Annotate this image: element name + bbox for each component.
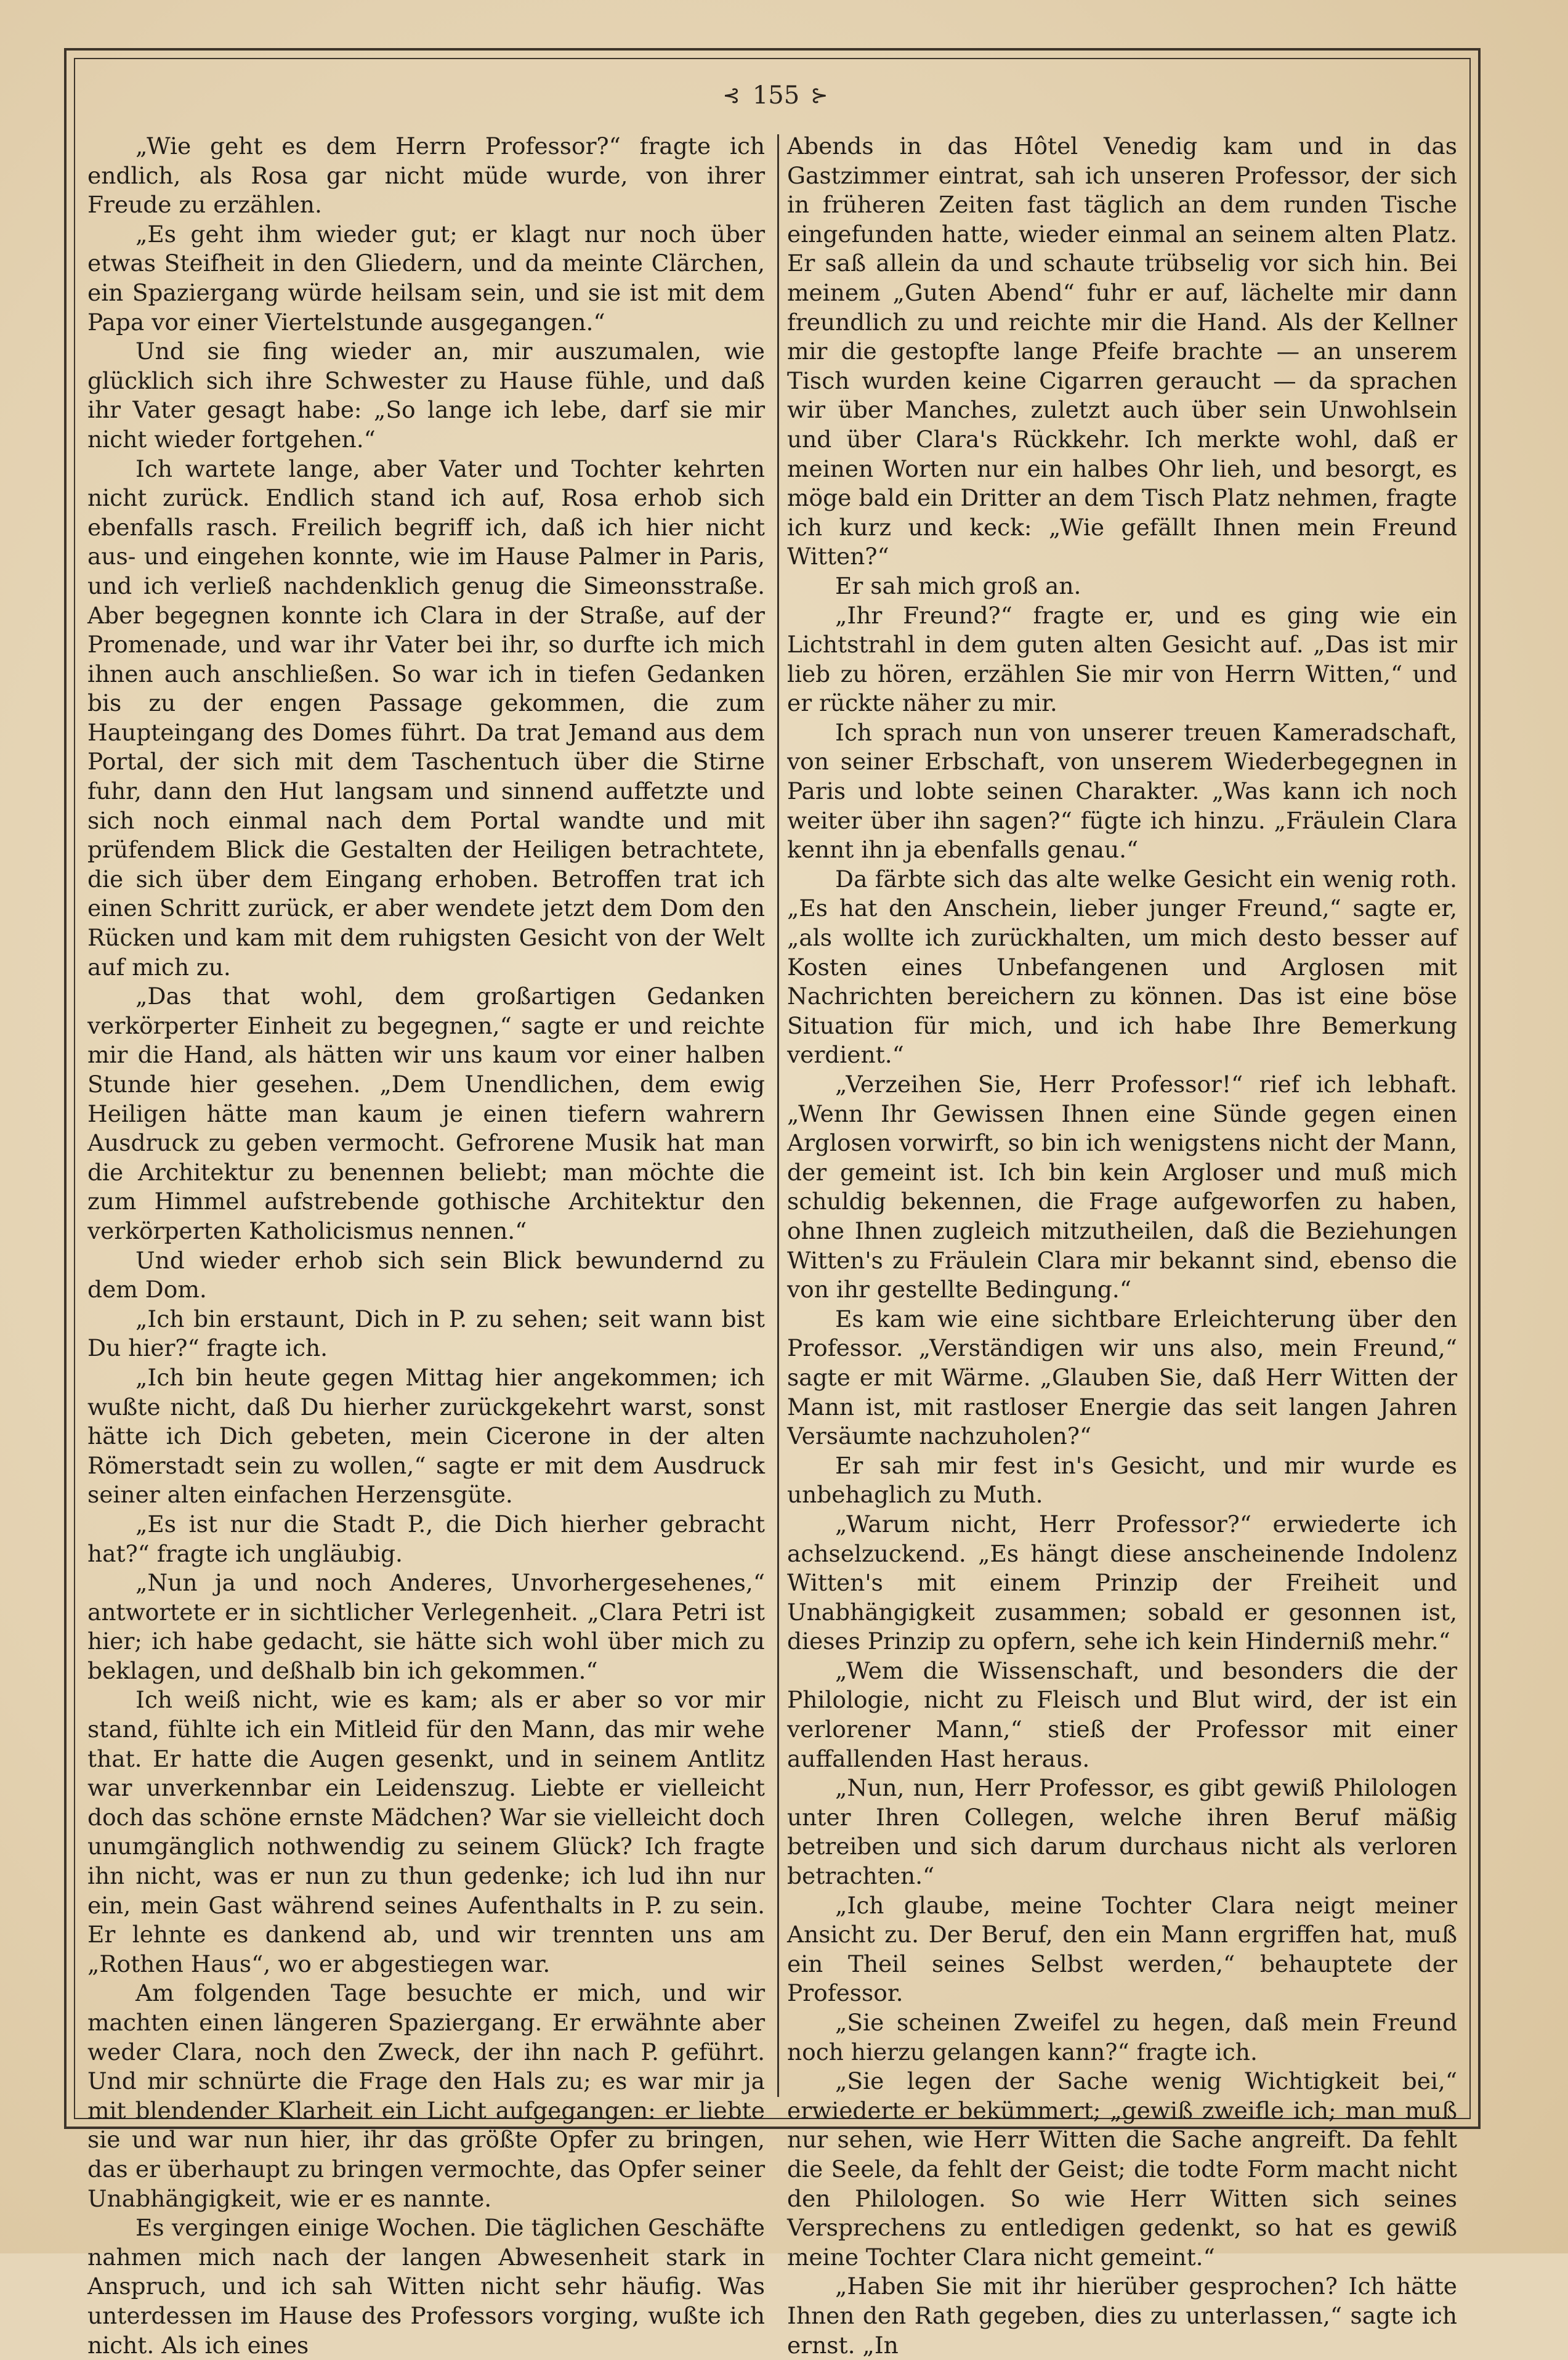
paragraph: „Das that wohl, dem großartigen Gedanken verkörperter Einheit zu begegnen,“ sagte er und reichte mir die Hand, als hätten wir uns kaum vor einer halben Stunde hier gesehen. „Dem Unendlichen, dem ewig Heiligen hätte man kaum je einen tiefern wahrern Ausdruck zu geben vermocht. Gefrorene Musik hat man die Architektur zu benennen beliebt; man möchte die zum Himmel aufstrebende gothische Architektur den verkörperten Katholicismus nennen.“ <box>87 983 765 1244</box>
paragraph: „Ich bin heute gegen Mittag hier angekommen; ich wußte nicht, daß Du hierher zurückgekehrt warst, sonst hätte ich Dich gebeten, mein Cicerone in der alten Römerstadt sein zu wollen,“ sagte er mit dem Ausdruck seiner alten einfachen Herzensgüte. <box>87 1363 765 1509</box>
paragraph: „Ich bin erstaunt, Dich in P. zu sehen; seit wann bist Du hier?“ fragte ich. <box>87 1305 765 1362</box>
paragraph: „Haben Sie mit ihr hierüber gesprochen? Ich hätte Ihnen den Rath gegeben, dies zu unterlassen,“ sagte ich ernst. „In <box>787 2273 1457 2359</box>
right-column <box>787 132 1457 2359</box>
paragraph: „Es ist nur die Stadt P., die Dich hierher gebracht hat?“ fragte ich ungläubig. <box>87 1510 765 1567</box>
page-number: 155 <box>752 81 800 110</box>
paragraph: Da färbte sich das alte welke Gesicht ein wenig roth. „Es hat den Anschein, lieber junger Freund,“ sagte er, „als wollte ich zurückhalten, um mich desto besser auf Kosten eines Unbefangenen und Arglosen mit Nachrichten bereichern zu können. Das ist eine böse Situation für mich, und ich habe Ihre Bemerkung verdient.“ <box>787 865 1457 1069</box>
paragraph: Er sah mich groß an. <box>835 572 1081 599</box>
paragraph: Es kam wie eine sichtbare Erleichterung über den Professor. „Verständigen wir uns also, mein Freund,“ sagte er mit Wärme. „Glauben Sie, daß Herr Witten der Mann ist, mit rastloser Energie das seit langen Jahren Versäumte nachzuholen?“ <box>787 1305 1457 1450</box>
paragraph: Er sah mir fest in's Gesicht, und mir wurde es unbehaglich zu Muth. <box>787 1451 1457 1509</box>
ornament-left-icon: ⊰ <box>722 83 742 108</box>
paragraph: Ich wartete lange, aber Vater und Tochter kehrten nicht zurück. Endlich stand ich auf, Rosa erhob sich ebenfalls rasch. Freilich begriff ich, daß ich hier nicht aus- und eingehen konnte, wie im Hause Palmer in Paris, und ich verließ nachdenklich genug die Simeonsstraße. Aber begegnen konnte ich Clara in der Straße, auf der Promenade, und war ihr Vater bei ihr, so durfte ich mich ihnen auch anschließen. So war ich in tiefen Gedanken bis zu der engen Passage gekommen, die zum Haupteingang des Domes führt. Da trat Jemand aus dem Portal, der sich mit dem Taschentuch über die Stirne fuhr, dann den Hut langsam und sinnend auffetzte und sich noch einmal nach dem Portal wandte und mit prüfendem Blick die Gestalten der Heiligen betrachtete, die sich über dem Eingang erhoben. Betroffen trat ich einen Schritt zurück, er aber wendete jetzt dem Dom den Rücken und kam mit dem ruhigsten Gesicht von der Welt auf mich zu. <box>87 455 765 981</box>
left-column <box>87 132 765 2359</box>
paragraph: Und wieder erhob sich sein Blick bewundernd zu dem Dom. <box>87 1246 765 1304</box>
paragraph: Am folgenden Tage besuchte er mich, und wir machten einen längeren Spaziergang. Er erwähnte aber weder Clara, noch den Zweck, der ihn nach P. geführt. Und mir schnürte die Frage den Hals zu; es war mir ja mit blendender Klarheit ein Licht aufgegangen: er liebte sie und war nun hier, ihr das größte Opfer zu bringen, das er überhaupt zu bringen vermochte, das Opfer seiner Unabhängigkeit, wie er es nannte. <box>87 1979 765 2212</box>
paragraph: Ich sprach nun von unserer treuen Kameradschaft, von seiner Erbschaft, von unserem Wiederbegegnen in Paris und lobte seinen Charakter. „Was kann ich noch weiter über ihn sagen?“ fügte ich hinzu. „Fräulein Clara kennt ihn ja ebenfalls genau.“ <box>787 718 1457 864</box>
paragraph: „Verzeihen Sie, Herr Professor!“ rief ich lebhaft. „Wenn Ihr Gewissen Ihnen eine Sünde gegen einen Arglosen vorwirft, so bin ich wenigstens nicht der Mann, der gemeint ist. Ich bin kein Argloser und muß mich schuldig bekennen, die Frage aufgeworfen zu haben, ohne Ihnen zugleich mitzutheilen, daß die Beziehungen Witten's zu Fräulein Clara mir bekannt sind, ebenso die von ihr gestellte Bedingung.“ <box>787 1071 1457 1304</box>
paragraph: „Sie legen der Sache wenig Wichtigkeit bei,“ erwiederte er bekümmert; „gewiß zweifle ich; man muß nur sehen, wie Herr Witten die Sache angreift. Da fehlt die Seele, da fehlt der Geist; die todte Form macht nicht den Philologen. So wie Herr Witten sich seines Versprechens zu entledigen gedenkt, so hat es gewiß meine Tochter Clara nicht gemeint.“ <box>787 2067 1457 2271</box>
paragraph: „Sie scheinen Zweifel zu hegen, daß mein Freund noch hierzu gelangen kann?“ fragte ich. <box>787 2009 1457 2066</box>
paragraph: „Warum nicht, Herr Professor?“ erwiederte ich achselzuckend. „Es hängt diese anscheinende Indolenz Witten's mit einem Prinzip der Freiheit und Unabhängigkeit zusammen; sobald er gesonnen ist, dieses Prinzip zu opfern, sehe ich kein Hinderniß mehr.“ <box>787 1510 1457 1655</box>
paragraph: „Nun ja und noch Anderes, Unvorhergesehenes,“ antwortete er in sichtlicher Verlegenheit. „Clara Petri ist hier; ich habe gedacht, sie hätte sich wohl über mich zu beklagen, und deßhalb bin ich gekommen.“ <box>87 1569 765 1684</box>
paragraph: Abends in das Hôtel Venedig kam und in das Gastzimmer eintrat, sah ich unseren Professor, der sich in früheren Zeiten fast täglich an dem runden Tische eingefunden hatte, wieder einmal an seinem alten Platz. Er saß allein da und schaute trübselig vor sich hin. Bei meinem „Guten Abend“ fuhr er auf, lächelte mir dann freundlich zu und reichte mir die Hand. Als der Kellner mir die gestopfte lange Pfeife brachte — an unserem Tisch wurden keine Cigarren geraucht — da sprachen wir über Manches, zuletzt auch über sein Unwohlsein und über Clara's Rückkehr. Ich merkte wohl, daß er meinen Worten nur ein halbes Ohr lieh, und besorgt, es möge bald ein Dritter an dem Tisch Platz nehmen, fragte ich kurz und keck: „Wie gefällt Ihnen mein Freund Witten?“ <box>787 132 1457 570</box>
paragraph: „Es geht ihm wieder gut; er klagt nur noch über etwas Steifheit in den Gliedern, und da meinte Clärchen, ein Spaziergang würde heilsam sein, und sie ist mit dem Papa vor einer Viertelstunde ausgegangen.“ <box>87 220 765 336</box>
paragraph: „Wie geht es dem Herrn Professor?“ fragte ich endlich, als Rosa gar nicht müde wurde, von ihrer Freude zu erzählen. <box>87 132 765 219</box>
paragraph: Ich weiß nicht, wie es kam; als er aber so vor mir stand, fühlte ich ein Mitleid für den Mann, das mir wehe that. Er hatte die Augen gesenkt, und in seinem Antlitz war unverkennbar ein Leidenszug. Liebte er vielleicht doch das schöne ernste Mädchen? War sie vielleicht doch unumgänglich nothwendig zu seinem Glück? Ich fragte ihn nicht, was er nun zu thun gedenke; ich lud ihn nur ein, mein Gast während seines Aufenthalts in P. zu sein. Er lehnte es dankend ab, und wir trennten uns am „Rothen Haus“, wo er abgestiegen war. <box>87 1686 765 1977</box>
paragraph: „Ihr Freund?“ fragte er, und es ging wie ein Lichtstrahl in dem guten alten Gesicht auf. „Das ist mir lieb zu hören, erzählen Sie mir von Herrn Witten,“ und er rückte näher zu mir. <box>787 601 1457 717</box>
paragraph: „Nun, nun, Herr Professor, es gibt gewiß Philologen unter Ihren Collegen, welche ihren Beruf mäßig betreiben und sich darum durchaus nicht als verloren betrachten.“ <box>787 1774 1457 1890</box>
ornament-right-icon: ⊱ <box>810 83 830 108</box>
paragraph: Es vergingen einige Wochen. Die täglichen Geschäfte nahmen mich nach der langen Abwesenheit stark in Anspruch, und ich sah Witten nicht sehr häufig. Was unterdessen im Hause des Professors vorging, wußte ich nicht. Als ich eines <box>87 2214 765 2359</box>
paragraph: „Wem die Wissenschaft, und besonders die der Philologie, nicht zu Fleisch und Blut wird, der ist ein verlorener Mann,“ stieß der Professor mit einer auffallenden Hast heraus. <box>787 1656 1457 1772</box>
paragraph: „Ich glaube, meine Tochter Clara neigt meiner Ansicht zu. Der Beruf, den ein Mann ergriffen hat, muß ein Theil seines Selbst werden,“ behauptete der Professor. <box>787 1891 1457 2007</box>
paragraph: Und sie fing wieder an, mir auszumalen, wie glücklich sich ihre Schwester zu Hause fühle, und daß ihr Vater gesagt habe: „So lange ich lebe, darf sie mir nicht wieder fortgehen.“ <box>87 338 765 453</box>
page-header <box>696 74 856 117</box>
column-divider <box>777 134 779 2097</box>
